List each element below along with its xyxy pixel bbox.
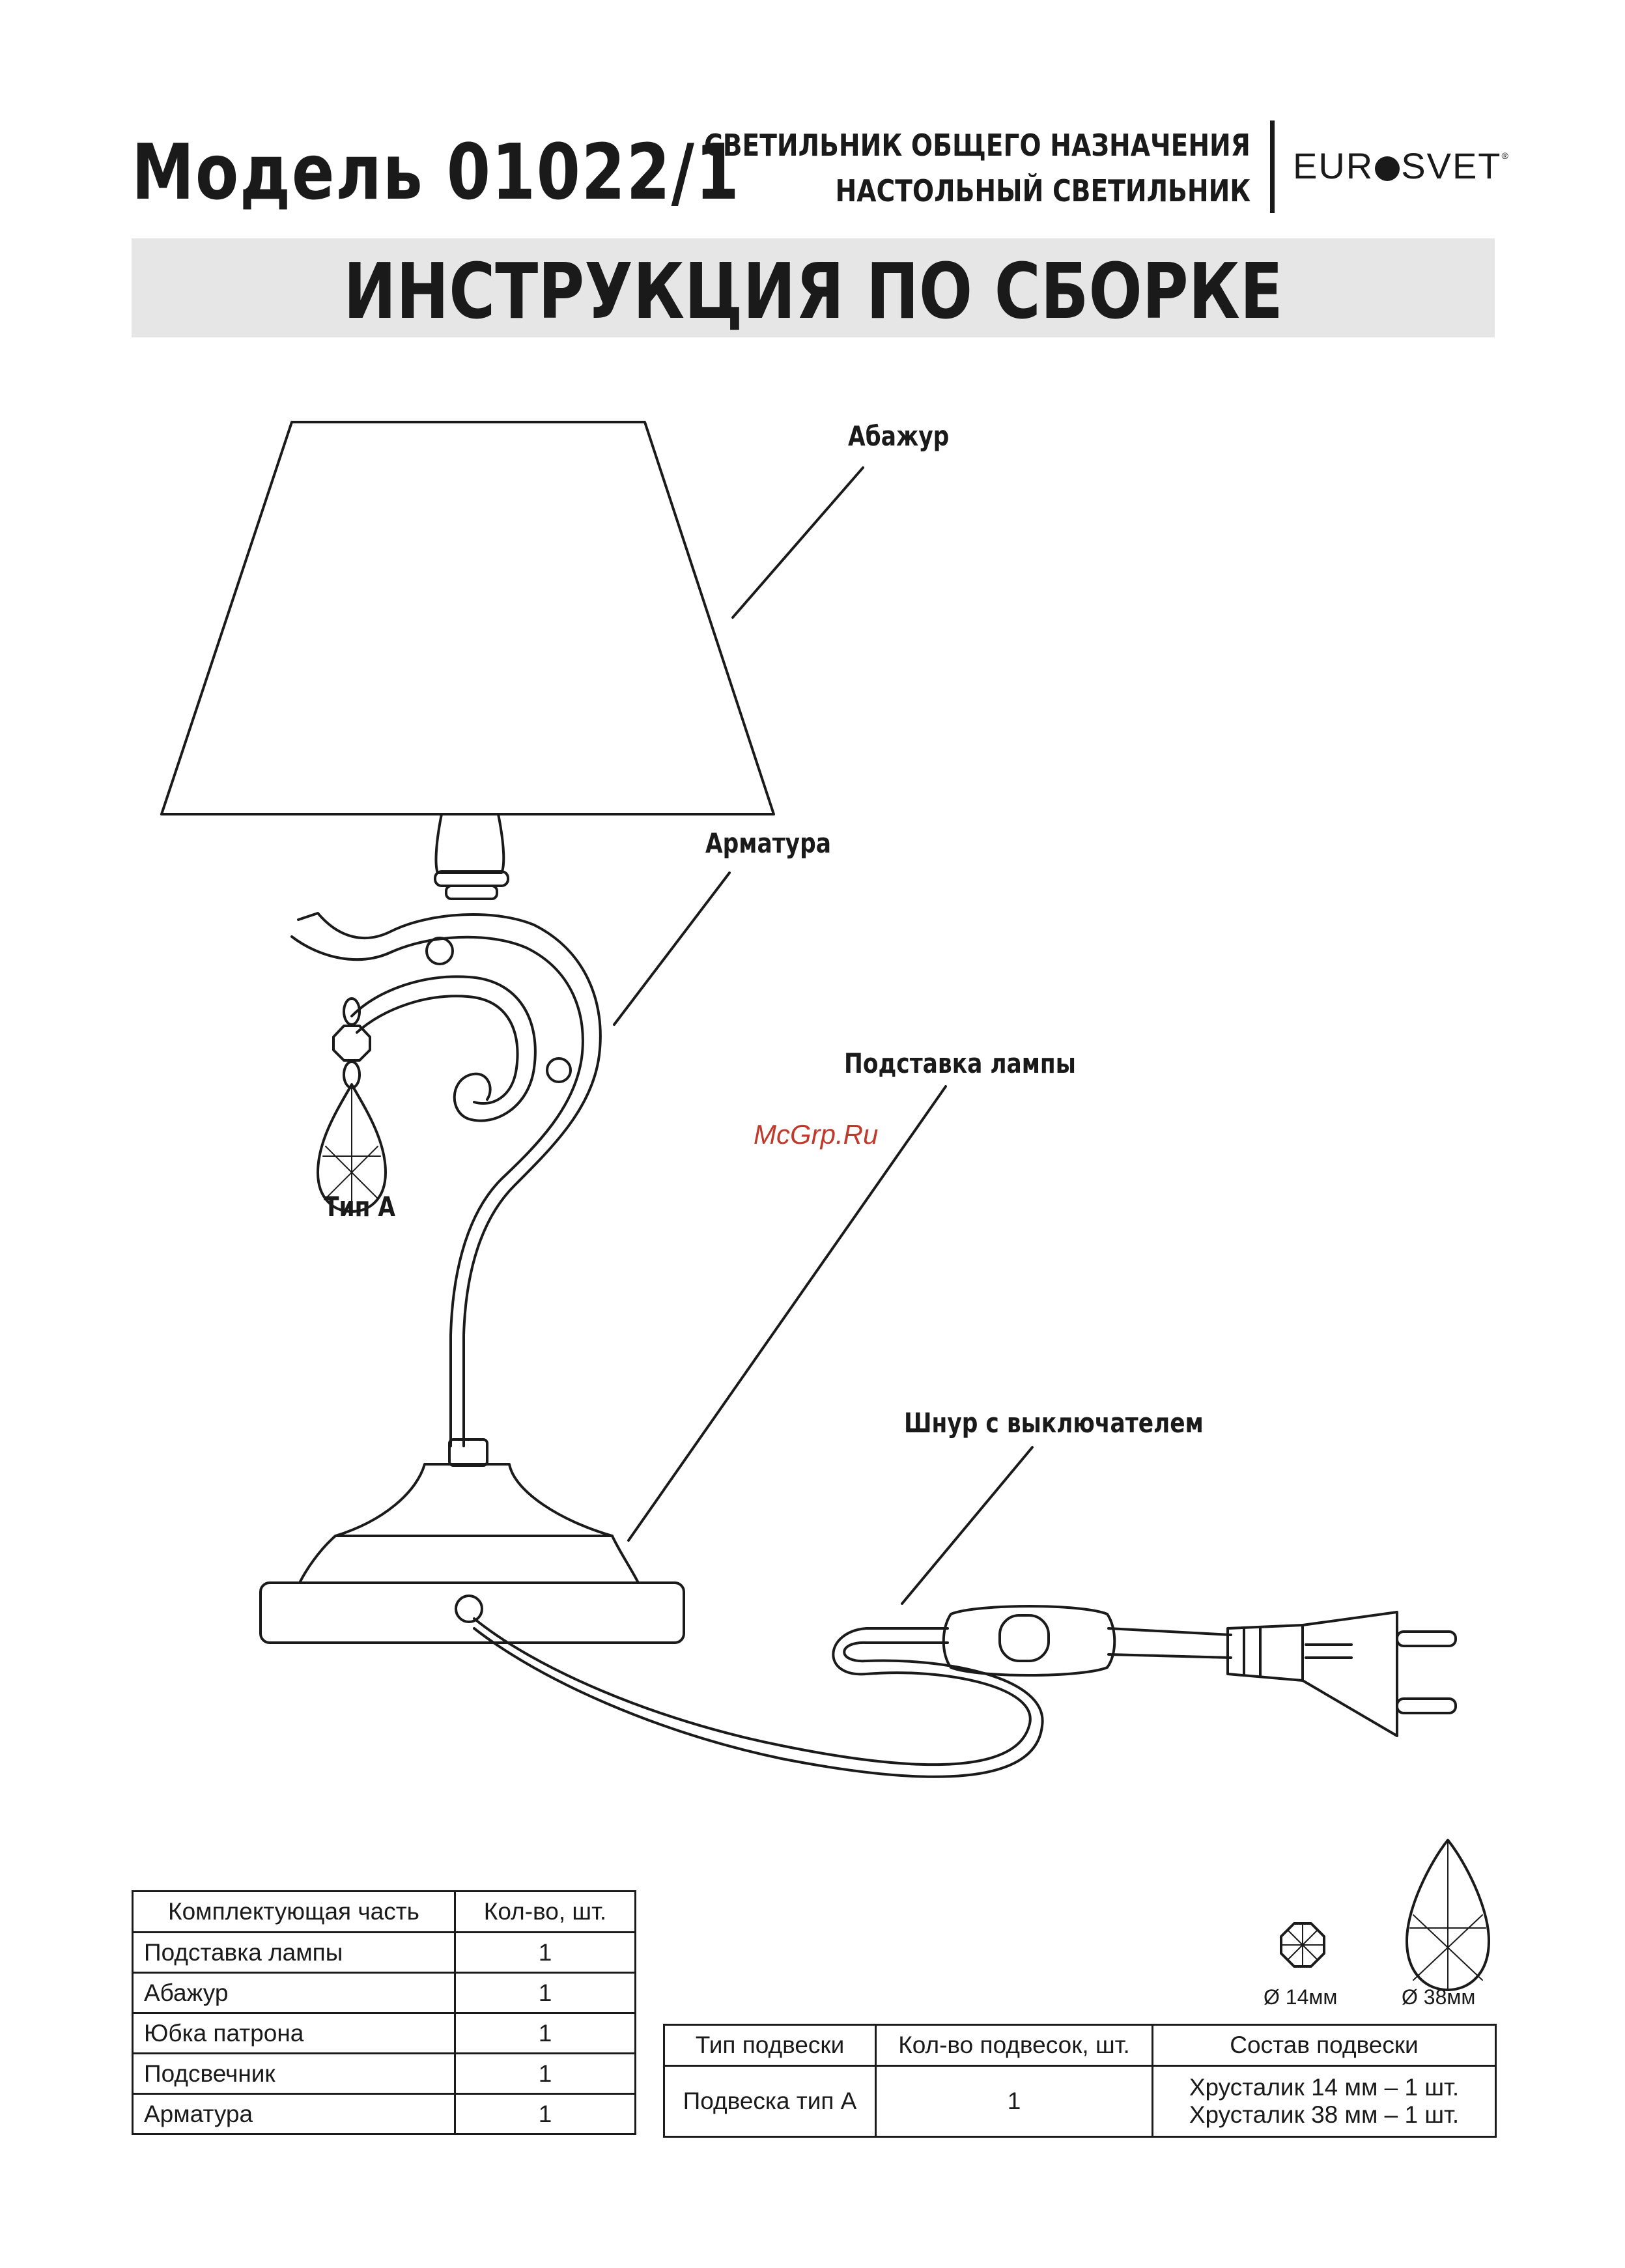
pendant-count: 1: [876, 2066, 1153, 2137]
base-step: [300, 1536, 638, 1583]
leader-frame: [614, 873, 729, 1025]
pendant-type: Подвеска тип А: [664, 2066, 876, 2137]
column-header: Состав подвески: [1153, 2025, 1496, 2066]
base-plate: [261, 1583, 684, 1643]
power-cord: [474, 1628, 1043, 1777]
part-qty: 1: [455, 1933, 636, 1973]
table-row: [664, 2066, 1496, 2137]
column-header: Кол-во, шт.: [455, 1892, 636, 1933]
model-title: Модель 01022/1: [132, 127, 741, 217]
leader-shade: [733, 468, 863, 617]
switch-rocker: [1000, 1615, 1049, 1661]
part-qty: 1: [455, 2054, 636, 2094]
table-row: [133, 1973, 636, 2013]
table-row: [133, 2094, 636, 2134]
watermark: McGrp.Ru: [754, 1119, 879, 1150]
crystal-large-caption: Ø 38мм: [1402, 1985, 1476, 2009]
table-header-row: [133, 1892, 636, 1933]
plug-pin: [1397, 1632, 1456, 1646]
composition-line: Хрусталик 14 мм – 1 шт.: [1189, 2074, 1460, 2101]
leader-cord: [902, 1447, 1032, 1604]
table-row: [133, 2054, 636, 2094]
pendant-table: [663, 2024, 1497, 2138]
part-name: Подсвечник: [133, 2054, 455, 2094]
pendant-composition: [1153, 2066, 1496, 2137]
stem-collar: [449, 1439, 487, 1466]
frame-bead: [547, 1058, 571, 1082]
cable-entry: [456, 1596, 482, 1622]
label-shade: Абажур: [848, 420, 950, 452]
brand-logo: EUR SVET®: [1293, 145, 1510, 186]
frame-arm-scroll: [352, 976, 535, 1120]
label-pendant-type: Тип А: [324, 1191, 396, 1223]
frame-bead: [427, 938, 453, 964]
part-name: Подставка лампы: [133, 1933, 455, 1973]
table-header-row: [664, 2025, 1496, 2066]
lampshade: [162, 422, 774, 814]
parts-table: [132, 1890, 636, 2135]
part-name: Арматура: [133, 2094, 455, 2134]
composition-line: Хрусталик 38 мм – 1 шт.: [1189, 2101, 1460, 2128]
label-base: Подставка лампы: [844, 1047, 1076, 1079]
banner-title: ИНСТРУКЦИЯ ПО СБОРКЕ: [343, 246, 1283, 336]
socket-ring: [446, 886, 497, 899]
category-line-1: СВЕТИЛЬНИК ОБЩЕГО НАЗНАЧЕНИЯ: [704, 128, 1251, 163]
column-header: Кол-во подвесок, шт.: [876, 2025, 1153, 2066]
crystal-small-caption: Ø 14мм: [1264, 1985, 1338, 2009]
part-qty: 1: [455, 2013, 636, 2054]
table-row: [133, 1933, 636, 1973]
leader-base: [629, 1086, 946, 1540]
label-cord: Шнур с выключателем: [904, 1407, 1204, 1439]
frame-arm-upper: [298, 913, 601, 1446]
power-cord: [474, 1619, 1030, 1765]
column-header: Тип подвески: [664, 2025, 876, 2066]
label-frame: Арматура: [705, 827, 832, 859]
part-qty: 1: [455, 1973, 636, 2013]
socket-cup: [436, 814, 504, 873]
plug-pin: [1397, 1699, 1456, 1713]
category-line-2: НАСТОЛЬНЫЙ СВЕТИЛЬНИК: [835, 173, 1251, 208]
part-name: Юбка патрона: [133, 2013, 455, 2054]
column-header: Комплектующая часть: [133, 1892, 455, 1933]
table-row: [133, 2013, 636, 2054]
plug-body: [1228, 1612, 1397, 1736]
part-qty: 1: [455, 2094, 636, 2134]
frame-arm-scroll-inner: [357, 996, 518, 1103]
part-name: Абажур: [133, 1973, 455, 2013]
base-dome: [335, 1464, 612, 1536]
crystal-14mm: [333, 1026, 370, 1060]
